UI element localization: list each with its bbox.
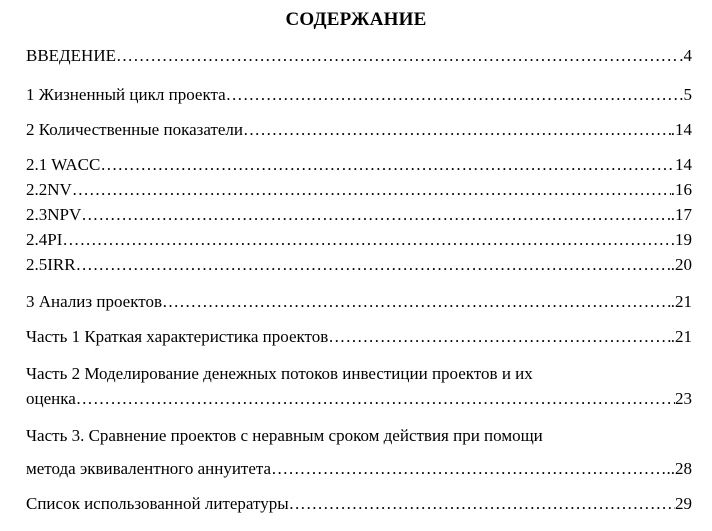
toc-entry-label: Часть 1 Краткая характеристика проектов — [26, 327, 329, 346]
toc-entry-part2 — [26, 389, 692, 409]
toc-entry-page: .17 — [670, 205, 692, 224]
toc-entry-page: .20 — [670, 255, 692, 274]
toc-entry-label: 2.2NV — [26, 180, 72, 199]
toc-entry-pi — [26, 230, 692, 250]
toc-leader-dots — [72, 180, 671, 200]
toc-leader-dots — [226, 85, 684, 105]
toc-entry-part3 — [26, 459, 692, 479]
toc-leader-dots — [116, 46, 679, 66]
toc-entry-npv — [26, 205, 692, 225]
toc-leader-dots — [76, 255, 671, 275]
toc-entry-label: 2.4PI — [26, 230, 63, 249]
toc-leader-dots — [271, 459, 666, 479]
toc-entry-page: .19 — [670, 230, 692, 249]
toc-entry-part2-first-line: Часть 2 Моделирование денежных потоков инвестиции проектов и их — [26, 364, 533, 383]
toc-leader-dots — [162, 292, 671, 312]
toc-leader-dots — [289, 494, 675, 514]
toc-entry-wacc — [26, 155, 692, 175]
toc-entry-page: .21 — [670, 327, 692, 346]
toc-entry-label: 2.3NPV — [26, 205, 82, 224]
toc-entry-label: оценка — [26, 389, 76, 408]
toc-leader-dots — [100, 155, 675, 175]
toc-entry-part3-first-line: Часть 3. Сравнение проектов с неравным сроком действия при помощи — [26, 426, 543, 445]
toc-entry-references — [26, 494, 692, 514]
toc-entry-irr — [26, 255, 692, 275]
toc-entry-page: 5 — [683, 85, 692, 104]
toc-leader-dots — [81, 205, 670, 225]
toc-entry-page: 29 — [675, 494, 692, 513]
toc-entry-label: 2.1 WACC — [26, 155, 101, 174]
toc-leader-dots — [328, 327, 670, 347]
toc-entry-label: ВВЕДЕНИЕ — [26, 46, 116, 65]
toc-entry-quantitative — [26, 120, 692, 140]
toc-leader-dots — [62, 230, 670, 250]
toc-entry-label: 3 Анализ проектов — [26, 292, 162, 311]
toc-entry-page: 23 — [675, 389, 692, 408]
toc-entry-page: .21 — [670, 292, 692, 311]
toc-entry-label: метода эквивалентного аннуитета — [26, 459, 272, 478]
toc-entry-label: 2.5IRR — [26, 255, 76, 274]
toc-entry-page: .14 — [670, 120, 692, 139]
toc-entry-nv — [26, 180, 692, 200]
toc-entry-page: ..28 — [666, 459, 692, 478]
toc-entry-page: 14 — [675, 155, 692, 174]
toc-leader-dots — [243, 120, 671, 140]
toc-leader-dots — [76, 389, 675, 409]
toc-entry-page: .16 — [670, 180, 692, 199]
toc-entry-introduction — [26, 46, 692, 66]
toc-entry-page: .4 — [679, 46, 692, 65]
toc-title: СОДЕРЖАНИЕ — [285, 9, 427, 30]
toc-entry-label: 1 Жизненный цикл проекта — [26, 85, 226, 104]
toc-entry-lifecycle — [26, 85, 692, 105]
toc-entry-part1 — [26, 327, 692, 347]
toc-entry-label: Список использованной литературы — [26, 494, 289, 513]
toc-entry-label: 2 Количественные показатели — [26, 120, 243, 139]
toc-entry-analysis — [26, 292, 692, 312]
